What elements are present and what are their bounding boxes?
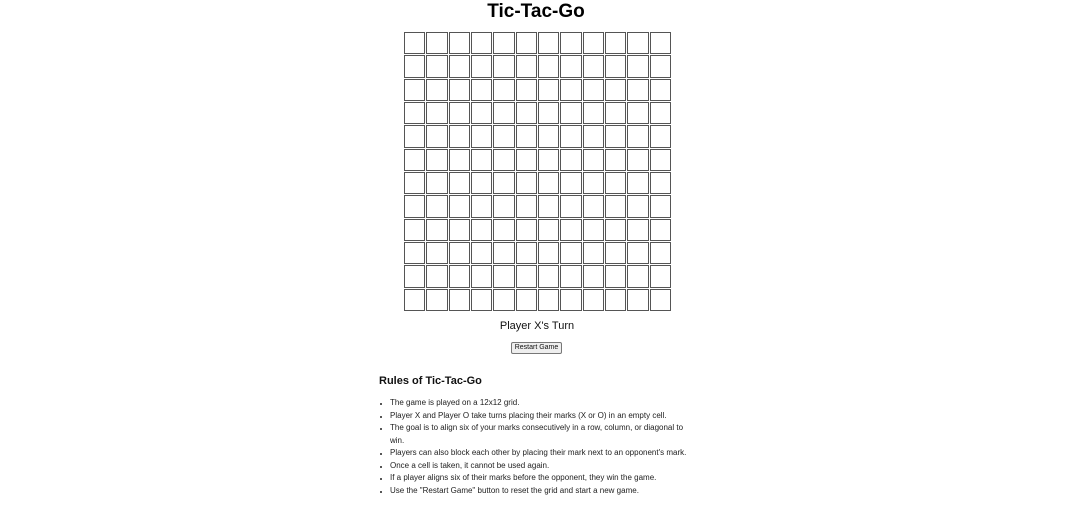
board-cell[interactable] bbox=[583, 125, 604, 147]
board-cell[interactable] bbox=[538, 32, 559, 54]
board-cell[interactable] bbox=[426, 32, 447, 54]
board-cell[interactable] bbox=[471, 79, 492, 101]
board-cell[interactable] bbox=[404, 32, 425, 54]
board-cell[interactable] bbox=[583, 55, 604, 77]
game-board bbox=[404, 32, 671, 311]
board-cell[interactable] bbox=[605, 242, 626, 264]
rule-item: • The game is played on a 12x12 grid. bbox=[390, 397, 699, 410]
board-cell[interactable] bbox=[449, 32, 470, 54]
board-cell[interactable] bbox=[516, 265, 537, 287]
board-cell[interactable] bbox=[538, 102, 559, 124]
board-cell[interactable] bbox=[538, 125, 559, 147]
board-cell[interactable] bbox=[449, 289, 470, 311]
rule-item: • Player X and Player O take turns placing their marks (X or O) in an empty cell. bbox=[390, 410, 699, 423]
board-cell[interactable] bbox=[404, 102, 425, 124]
board-cell[interactable] bbox=[449, 125, 470, 147]
board-cell[interactable] bbox=[605, 265, 626, 287]
turn-status: Player X's Turn bbox=[499, 320, 575, 332]
board-cell[interactable] bbox=[471, 172, 492, 194]
board-cell[interactable] bbox=[449, 172, 470, 194]
rules-list bbox=[379, 397, 699, 497]
board-cell[interactable] bbox=[516, 242, 537, 264]
board-cell[interactable] bbox=[516, 55, 537, 77]
board-cell[interactable] bbox=[583, 79, 604, 101]
board-cell[interactable] bbox=[471, 55, 492, 77]
board-cell[interactable] bbox=[583, 32, 604, 54]
board-cell[interactable] bbox=[650, 79, 671, 101]
board-cell[interactable] bbox=[538, 172, 559, 194]
board-cell[interactable] bbox=[471, 195, 492, 217]
board-cell[interactable] bbox=[471, 289, 492, 311]
board-cell[interactable] bbox=[627, 149, 648, 171]
board-cell[interactable] bbox=[538, 242, 559, 264]
board-cell[interactable] bbox=[560, 149, 581, 171]
board-cell[interactable] bbox=[583, 149, 604, 171]
board-cell[interactable] bbox=[560, 219, 581, 241]
board-cell[interactable] bbox=[583, 265, 604, 287]
board-cell[interactable] bbox=[404, 149, 425, 171]
board-cell[interactable] bbox=[650, 125, 671, 147]
board-cell[interactable] bbox=[493, 172, 514, 194]
board-cell[interactable] bbox=[426, 55, 447, 77]
board-cell[interactable] bbox=[449, 265, 470, 287]
board-cell[interactable] bbox=[627, 242, 648, 264]
board-cell[interactable] bbox=[538, 79, 559, 101]
board-cell[interactable] bbox=[516, 172, 537, 194]
board-cell[interactable] bbox=[605, 195, 626, 217]
board-cell[interactable] bbox=[471, 32, 492, 54]
board-cell[interactable] bbox=[449, 55, 470, 77]
board-cell[interactable] bbox=[583, 219, 604, 241]
board-cell[interactable] bbox=[650, 265, 671, 287]
board-cell[interactable] bbox=[493, 32, 514, 54]
board-cell[interactable] bbox=[538, 55, 559, 77]
rule-item: • If a player aligns six of their marks before the opponent, they win the game. bbox=[390, 472, 699, 485]
board-cell[interactable] bbox=[560, 102, 581, 124]
board-cell[interactable] bbox=[426, 242, 447, 264]
board-cell[interactable] bbox=[605, 172, 626, 194]
board-cell[interactable] bbox=[516, 219, 537, 241]
board-cell[interactable] bbox=[560, 289, 581, 311]
board-cell[interactable] bbox=[605, 125, 626, 147]
board-cell[interactable] bbox=[627, 195, 648, 217]
board-cell[interactable] bbox=[493, 125, 514, 147]
board-cell[interactable] bbox=[426, 289, 447, 311]
rule-item: • Once a cell is taken, it cannot be used again. bbox=[390, 460, 699, 473]
board-cell[interactable] bbox=[516, 125, 537, 147]
board-cell[interactable] bbox=[605, 219, 626, 241]
board-cell[interactable] bbox=[516, 149, 537, 171]
board-cell[interactable] bbox=[404, 172, 425, 194]
board-cell[interactable] bbox=[516, 195, 537, 217]
board-cell[interactable] bbox=[471, 242, 492, 264]
board-cell[interactable] bbox=[560, 55, 581, 77]
board-cell[interactable] bbox=[426, 195, 447, 217]
board-cell[interactable] bbox=[493, 195, 514, 217]
board-cell[interactable] bbox=[471, 265, 492, 287]
board-cell[interactable] bbox=[426, 265, 447, 287]
board-cell[interactable] bbox=[493, 265, 514, 287]
board-cell[interactable] bbox=[426, 172, 447, 194]
board-cell[interactable] bbox=[627, 289, 648, 311]
rule-item: • Players can also block each other by placing their mark next to an opponent's mark. bbox=[390, 447, 699, 460]
board-cell[interactable] bbox=[650, 32, 671, 54]
board-cell[interactable] bbox=[449, 219, 470, 241]
board-cell[interactable] bbox=[627, 125, 648, 147]
board-cell[interactable] bbox=[605, 55, 626, 77]
board-cell[interactable] bbox=[404, 195, 425, 217]
board-cell[interactable] bbox=[605, 32, 626, 54]
board-cell[interactable] bbox=[650, 102, 671, 124]
board-cell[interactable] bbox=[583, 289, 604, 311]
rule-item: • The goal is to align six of your marks consecutively in a row, column, or diagonal to win. bbox=[390, 422, 699, 447]
board-cell[interactable] bbox=[627, 55, 648, 77]
board-cell[interactable] bbox=[583, 242, 604, 264]
board-cell[interactable] bbox=[538, 289, 559, 311]
board-cell[interactable] bbox=[650, 219, 671, 241]
board-cell[interactable] bbox=[605, 102, 626, 124]
board-cell[interactable] bbox=[627, 172, 648, 194]
board-cell[interactable] bbox=[627, 32, 648, 54]
board-cell[interactable] bbox=[493, 219, 514, 241]
board-cell[interactable] bbox=[627, 265, 648, 287]
page-title: Tic-Tac-Go bbox=[487, 1, 585, 22]
board-cell[interactable] bbox=[627, 219, 648, 241]
board-cell[interactable] bbox=[493, 149, 514, 171]
rules-section bbox=[379, 374, 699, 497]
board-cell[interactable] bbox=[493, 242, 514, 264]
board-cell[interactable] bbox=[449, 149, 470, 171]
board-cell[interactable] bbox=[404, 55, 425, 77]
board-cell[interactable] bbox=[560, 265, 581, 287]
board-cell[interactable] bbox=[516, 102, 537, 124]
board-cell[interactable] bbox=[538, 265, 559, 287]
board-cell[interactable] bbox=[426, 79, 447, 101]
board-cell[interactable] bbox=[627, 79, 648, 101]
board-cell[interactable] bbox=[493, 79, 514, 101]
board-cell[interactable] bbox=[426, 125, 447, 147]
board-cell[interactable] bbox=[605, 149, 626, 171]
board-cell[interactable] bbox=[426, 219, 447, 241]
board-cell[interactable] bbox=[605, 289, 626, 311]
board-cell[interactable] bbox=[516, 79, 537, 101]
board-cell[interactable] bbox=[560, 195, 581, 217]
board-cell[interactable] bbox=[516, 32, 537, 54]
board-cell[interactable] bbox=[650, 149, 671, 171]
board-cell[interactable] bbox=[627, 102, 648, 124]
board-cell[interactable] bbox=[650, 172, 671, 194]
board-cell[interactable] bbox=[426, 102, 447, 124]
board-cell[interactable] bbox=[404, 289, 425, 311]
board-cell[interactable] bbox=[426, 149, 447, 171]
board-cell[interactable] bbox=[471, 149, 492, 171]
board-cell[interactable] bbox=[449, 242, 470, 264]
board-cell[interactable] bbox=[583, 195, 604, 217]
board-cell[interactable] bbox=[404, 125, 425, 147]
board-cell[interactable] bbox=[493, 102, 514, 124]
board-cell[interactable] bbox=[560, 242, 581, 264]
board-cell[interactable] bbox=[650, 55, 671, 77]
board-cell[interactable] bbox=[404, 242, 425, 264]
board-cell[interactable] bbox=[404, 219, 425, 241]
board-cell[interactable] bbox=[560, 172, 581, 194]
board-cell[interactable] bbox=[404, 265, 425, 287]
board-cell[interactable] bbox=[404, 79, 425, 101]
board-cell[interactable] bbox=[449, 195, 470, 217]
board-cell[interactable] bbox=[471, 125, 492, 147]
rule-item: • Use the "Restart Game" button to reset the grid and start a new game. bbox=[390, 485, 699, 498]
restart-game-button[interactable]: Restart Game bbox=[511, 342, 562, 354]
board-cell[interactable] bbox=[650, 242, 671, 264]
board-cell[interactable] bbox=[538, 195, 559, 217]
board-cell[interactable] bbox=[538, 149, 559, 171]
board-cell[interactable] bbox=[449, 79, 470, 101]
board-cell[interactable] bbox=[560, 125, 581, 147]
board-cell[interactable] bbox=[560, 32, 581, 54]
board-cell[interactable] bbox=[493, 55, 514, 77]
board-cell[interactable] bbox=[493, 289, 514, 311]
board-cell[interactable] bbox=[516, 289, 537, 311]
board-cell[interactable] bbox=[605, 79, 626, 101]
rules-heading: Rules of Tic-Tac-Go bbox=[379, 375, 482, 387]
board-cell[interactable] bbox=[583, 172, 604, 194]
board-cell[interactable] bbox=[471, 219, 492, 241]
board-cell[interactable] bbox=[471, 102, 492, 124]
board-cell[interactable] bbox=[583, 102, 604, 124]
board-cell[interactable] bbox=[650, 195, 671, 217]
board-cell[interactable] bbox=[538, 219, 559, 241]
board-cell[interactable] bbox=[650, 289, 671, 311]
board-cell[interactable] bbox=[560, 79, 581, 101]
board-cell[interactable] bbox=[449, 102, 470, 124]
